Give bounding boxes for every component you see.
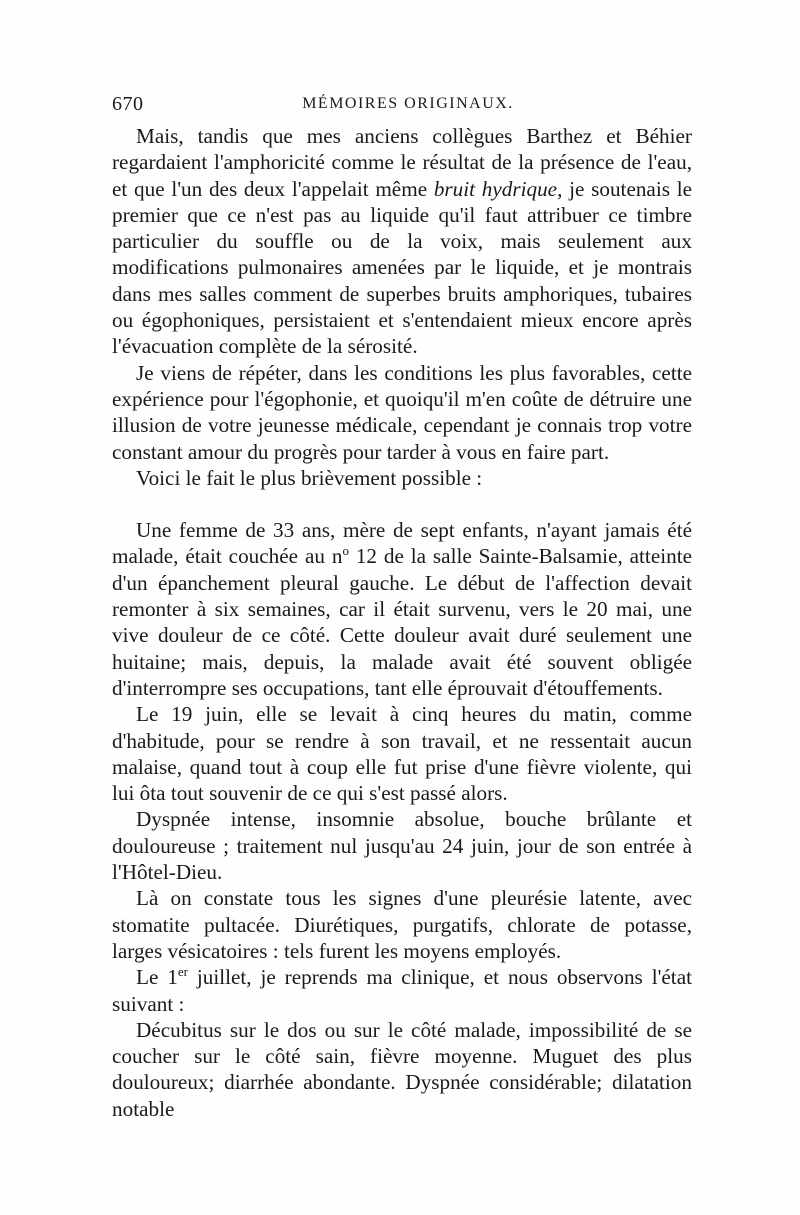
paragraph: Là on constate tous les signes d'une pleurésie latente, avec stomatite pultacée. Diurétiques, purgatifs, chlorate de potasse, larges vésicatoires : tels furent les moyens employés. bbox=[112, 886, 692, 963]
paragraph-text: Une femme de 33 ans, mère de sept enfants, n'ayant jamais été malade, était couchée au n bbox=[112, 518, 692, 569]
paragraph: Je viens de répéter, dans les conditions les plus favorables, cette expérience pour l'égophonie, et quoiqu'il m'en coûte de détruire une illusion de votre jeunesse médicale, cependant je connais trop votre constant amour du progrès pour tarder à vous en faire part. bbox=[112, 360, 692, 464]
body-text bbox=[112, 123, 692, 1122]
superscript: o bbox=[342, 543, 349, 559]
paragraph-text: 12 de la salle Sainte-Balsamie, atteinte d'un épanchement pleural gauche. Le début de l'affection devait remonter à six semaines, car il était survenu, vers le 20 mai, une vive douleur de ce côté. Cette douleur avait duré seulement une huitaine; mais, depuis, la malade avait été souvent obligée d'interrompre ses occupations, tant elle éprouvait d'étouffements. bbox=[112, 544, 692, 700]
paragraph-text: Le 1 bbox=[136, 965, 178, 990]
paragraph: Voici le fait le plus brièvement possible : bbox=[136, 465, 483, 490]
paragraph: Décubitus sur le dos ou sur le côté malade, impossibilité de se coucher sur le côté sain, fièvre moyenne. Muguet des plus douloureux; diarrhée abondante. Dyspnée considérable; dilatation notable bbox=[112, 1017, 692, 1121]
paragraph bbox=[112, 123, 692, 360]
paragraph-text: juillet, je reprends ma clinique, et nous observons l'état suivant : bbox=[112, 965, 692, 1016]
paragraph-text: Mais, tandis que mes anciens collègues Barthez et Béhier regardaient l'amphoricité comme le résultat de la présence de l'eau, et que l'un des deux l'appelait même bbox=[112, 124, 692, 201]
paragraph: Dyspnée intense, insomnie absolue, bouche brûlante et douloureuse ; traitement nul jusqu'au 24 juin, jour de son entrée à l'Hôtel-Dieu. bbox=[112, 807, 692, 885]
running-title: MÉMOIRES ORIGINAUX. bbox=[302, 95, 514, 112]
italic-term: bruit hydrique bbox=[433, 176, 558, 201]
superscript: er bbox=[177, 964, 188, 980]
paragraph-text: , je soutenais le premier que ce n'est pas au liquide qu'il faut attribuer ce timbre particulier du souffle ou de la voix, mais seulement aux modifications pulmonaires amenées par le liquide, et je montrais dans mes salles comment de superbes bruits amphoriques, tubaires ou égophoniques, persistaient et s'entendaient mieux encore après l'évacuation complète de la sérosité. bbox=[112, 176, 692, 359]
page-number: 670 bbox=[112, 93, 144, 115]
paragraph bbox=[112, 517, 692, 701]
paragraph bbox=[112, 964, 692, 1017]
paragraph: Le 19 juin, elle se levait à cinq heures du matin, comme d'habitude, pour se rendre à son travail, et ne ressentait aucun malaise, quand tout à coup elle fut prise d'une fièvre violente, qui lui ôta tout souvenir de ce qui s'est passé alors. bbox=[112, 702, 692, 806]
page-header bbox=[112, 93, 704, 123]
